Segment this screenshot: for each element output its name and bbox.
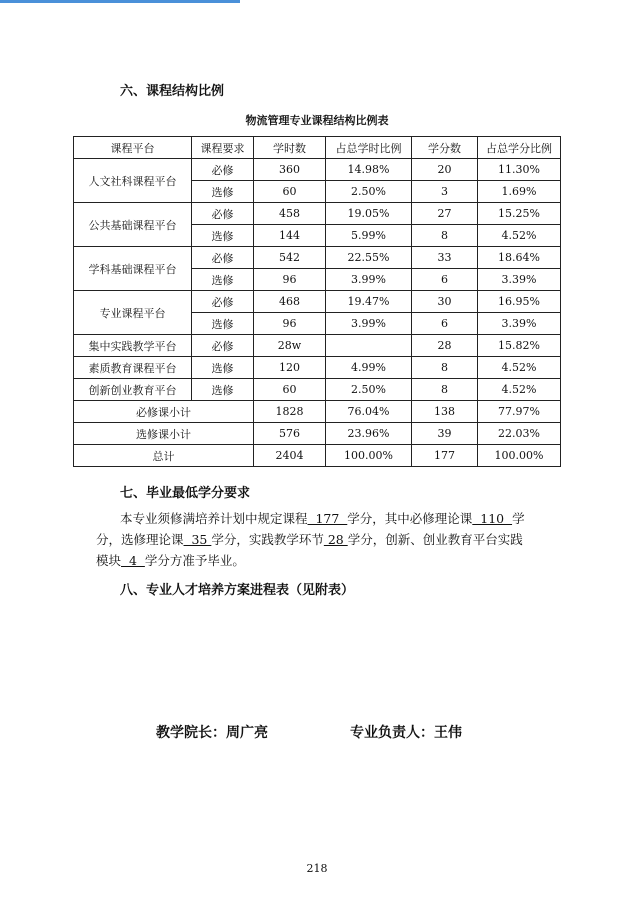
- paragraph-text: 分，选修理论课: [96, 532, 184, 547]
- innovation-credits-value: 4: [121, 553, 145, 568]
- credits-ratio-cell: 100.00%: [478, 445, 561, 467]
- hours-ratio-cell: 5.99%: [326, 225, 412, 247]
- hours-ratio-cell: 76.04%: [326, 401, 412, 423]
- credits-ratio-cell: 77.97%: [478, 401, 561, 423]
- platform-cell: 公共基础课程平台: [74, 203, 192, 247]
- program-head-signature-line: 专业负责人：王伟: [350, 725, 462, 741]
- required-theory-credits-value: 110: [472, 511, 513, 526]
- total-credits-value: 177: [307, 511, 348, 526]
- paragraph-text: 本专业须修满培养计划中规定课程: [120, 511, 308, 526]
- table-caption: 物流管理专业课程结构比例表: [245, 114, 389, 127]
- hours-cell: 144: [254, 225, 326, 247]
- platform-cell: 学科基础课程平台: [74, 247, 192, 291]
- course-structure-table: [73, 136, 561, 467]
- credits-ratio-cell: 1.69%: [478, 181, 561, 203]
- col-header-credits-ratio: 占总学分比例: [478, 137, 561, 159]
- credits-paragraph-line-1: [120, 508, 575, 529]
- table-row: [74, 379, 561, 401]
- hours-cell: 96: [254, 269, 326, 291]
- credits-cell: 177: [412, 445, 478, 467]
- requirement-cell: 必修: [192, 159, 254, 181]
- requirement-cell: 选修: [192, 379, 254, 401]
- requirement-cell: 必修: [192, 247, 254, 269]
- hours-cell: 2404: [254, 445, 326, 467]
- hours-ratio-cell: 22.55%: [326, 247, 412, 269]
- credits-ratio-cell: 11.30%: [478, 159, 561, 181]
- hours-cell: 542: [254, 247, 326, 269]
- credits-cell: 8: [412, 357, 478, 379]
- requirement-cell: 选修: [192, 181, 254, 203]
- credits-ratio-cell: 15.25%: [478, 203, 561, 225]
- dean-signature-line: 教学院长：周广亮: [156, 725, 268, 741]
- credits-ratio-cell: 15.82%: [478, 335, 561, 357]
- requirement-cell: 选修: [192, 357, 254, 379]
- table-row: [74, 159, 561, 181]
- credits-ratio-cell: 4.52%: [478, 225, 561, 247]
- paragraph-text: 学分，其中必修理论课: [347, 511, 473, 526]
- section-heading-7: 七、毕业最低学分要求: [120, 486, 251, 501]
- subtotal-label: 必修课小计: [74, 401, 254, 423]
- credits-cell: 138: [412, 401, 478, 423]
- credits-ratio-cell: 3.39%: [478, 313, 561, 335]
- col-header-hours-ratio: 占总学时比例: [326, 137, 412, 159]
- paragraph-text: 学: [512, 511, 525, 526]
- section-heading-8: 八、专业人才培养方案进程表（见附表）: [120, 583, 355, 598]
- hours-cell: 60: [254, 181, 326, 203]
- requirement-cell: 选修: [192, 269, 254, 291]
- requirement-cell: 必修: [192, 291, 254, 313]
- credits-ratio-cell: 22.03%: [478, 423, 561, 445]
- hours-ratio-cell: 19.47%: [326, 291, 412, 313]
- subtotal-row: [74, 423, 561, 445]
- hours-ratio-cell: 3.99%: [326, 313, 412, 335]
- hours-ratio-cell: 23.96%: [326, 423, 412, 445]
- hours-ratio-cell: 2.50%: [326, 181, 412, 203]
- platform-cell: 人文社科课程平台: [74, 159, 192, 203]
- elective-theory-credits-value: 35: [183, 532, 212, 547]
- header-rule: [0, 0, 240, 3]
- hours-ratio-cell: 100.00%: [326, 445, 412, 467]
- hours-ratio-cell: 14.98%: [326, 159, 412, 181]
- requirement-cell: 选修: [192, 313, 254, 335]
- table-row: [74, 203, 561, 225]
- credits-cell: 28: [412, 335, 478, 357]
- hours-ratio-cell: 2.50%: [326, 379, 412, 401]
- paragraph-text: 学分，实践教学环节: [211, 532, 324, 547]
- requirement-cell: 必修: [192, 203, 254, 225]
- credits-ratio-cell: 3.39%: [478, 269, 561, 291]
- subtotal-row: [74, 401, 561, 423]
- paragraph-text: 学分方准予毕业。: [144, 553, 245, 568]
- subtotal-label: 选修课小计: [74, 423, 254, 445]
- platform-cell: 专业课程平台: [74, 291, 192, 335]
- col-header-hours: 学时数: [254, 137, 326, 159]
- section-heading-6: 六、课程结构比例: [120, 84, 225, 99]
- requirement-cell: 必修: [192, 335, 254, 357]
- credits-cell: 3: [412, 181, 478, 203]
- hours-ratio-cell: 4.99%: [326, 357, 412, 379]
- paragraph-text: 模块: [96, 553, 122, 568]
- platform-cell: 集中实践教学平台: [74, 335, 192, 357]
- credits-ratio-cell: 16.95%: [478, 291, 561, 313]
- credits-ratio-cell: 18.64%: [478, 247, 561, 269]
- table-row: [74, 247, 561, 269]
- hours-cell: 28w: [254, 335, 326, 357]
- hours-ratio-cell: 19.05%: [326, 203, 412, 225]
- hours-cell: 360: [254, 159, 326, 181]
- requirement-cell: 选修: [192, 225, 254, 247]
- hours-cell: 120: [254, 357, 326, 379]
- hours-ratio-cell: 3.99%: [326, 269, 412, 291]
- credits-ratio-cell: 4.52%: [478, 379, 561, 401]
- col-header-platform: 课程平台: [74, 137, 192, 159]
- total-row: [74, 445, 561, 467]
- table-row: [74, 291, 561, 313]
- hours-cell: 576: [254, 423, 326, 445]
- hours-ratio-cell: [326, 335, 412, 357]
- paragraph-text: 学分，创新、创业教育平台实践: [347, 532, 523, 547]
- credits-cell: 39: [412, 423, 478, 445]
- credits-cell: 30: [412, 291, 478, 313]
- platform-cell: 素质教育课程平台: [74, 357, 192, 379]
- credits-cell: 20: [412, 159, 478, 181]
- hours-cell: 96: [254, 313, 326, 335]
- page-number: 218: [306, 862, 328, 875]
- hours-cell: 60: [254, 379, 326, 401]
- hours-cell: 1828: [254, 401, 326, 423]
- total-label: 总计: [74, 445, 254, 467]
- platform-cell: 创新创业教育平台: [74, 379, 192, 401]
- credits-paragraph-line-2: [96, 529, 551, 550]
- credits-cell: 6: [412, 313, 478, 335]
- credits-paragraph-line-3: [96, 550, 551, 571]
- hours-cell: 458: [254, 203, 326, 225]
- table-row: [74, 335, 561, 357]
- credits-cell: 27: [412, 203, 478, 225]
- credits-cell: 8: [412, 225, 478, 247]
- credits-ratio-cell: 4.52%: [478, 357, 561, 379]
- col-header-credits: 学分数: [412, 137, 478, 159]
- hours-cell: 468: [254, 291, 326, 313]
- practice-credits-value: 28: [323, 532, 348, 547]
- table-row: [74, 357, 561, 379]
- table-header-row: [74, 137, 561, 159]
- col-header-requirement: 课程要求: [192, 137, 254, 159]
- credits-cell: 8: [412, 379, 478, 401]
- credits-cell: 6: [412, 269, 478, 291]
- credits-cell: 33: [412, 247, 478, 269]
